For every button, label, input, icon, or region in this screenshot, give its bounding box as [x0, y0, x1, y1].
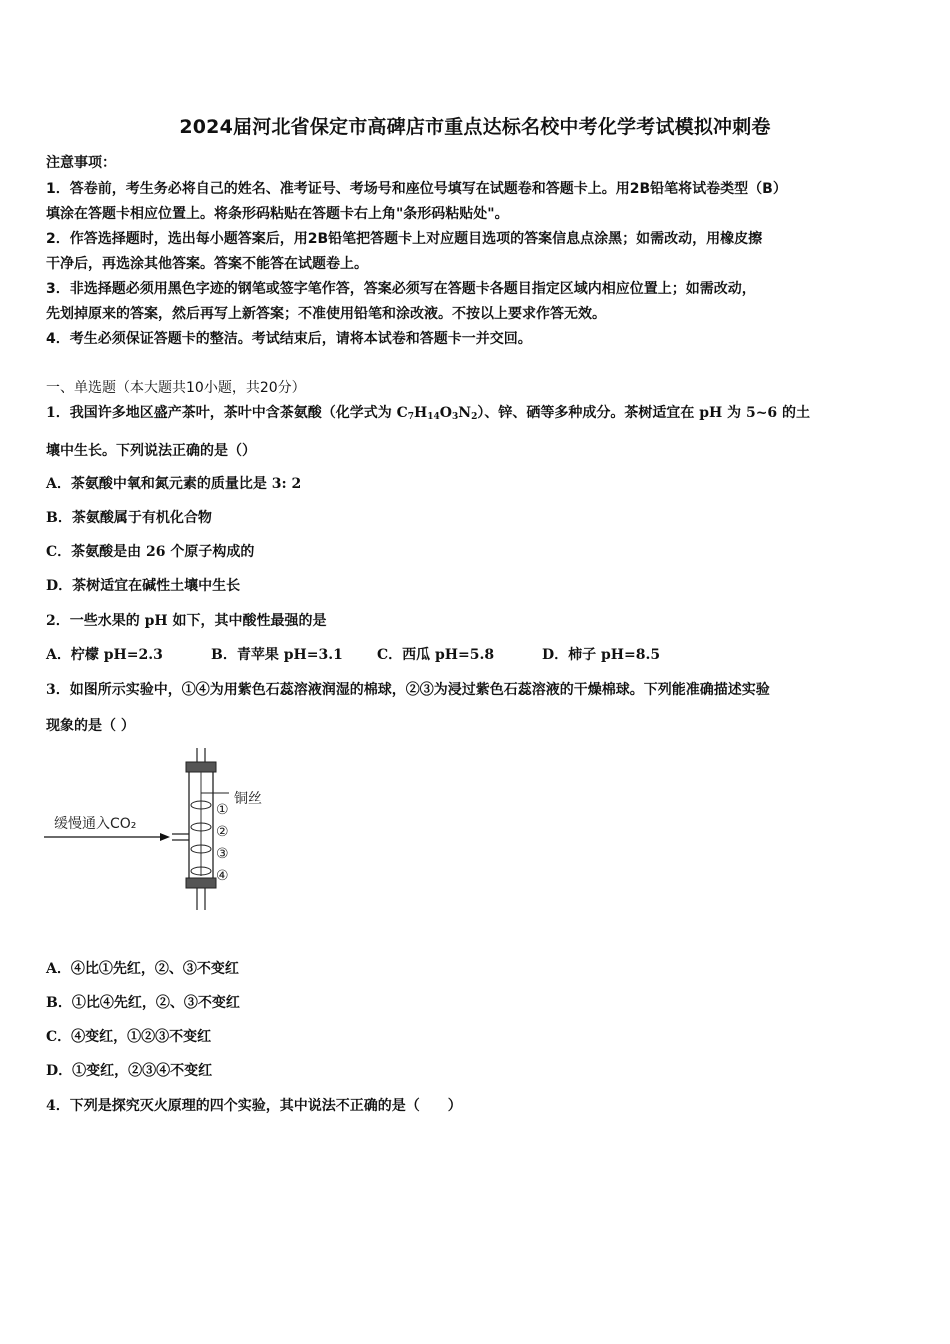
question-3-stem: 3．如图所示实验中，①④为用紫色石蕊溶液润湿的棉球，②③为浸过紫色石蕊溶液的干燥棉球。下列能准确描述实验	[46, 682, 770, 698]
notice-line: 1．答卷前，考生务必将自己的姓名、准考证号、考场号和座位号填写在试题卷和答题卡上。用2B铅笔将试卷类型（B）	[46, 181, 787, 197]
q2-option-b: B．青苹果 pH=3.1	[211, 647, 343, 663]
inlet-label: 缓慢通入CO₂	[54, 816, 137, 832]
section-heading: 一、单选题（本大题共10小题，共20分）	[46, 380, 306, 396]
q2-option-d: D．柿子 pH=8.5	[542, 647, 661, 663]
q2-option-c: C．西瓜 pH=5.8	[377, 647, 495, 663]
notice-line: 先划掉原来的答案，然后再写上新答案；不准使用铅笔和涂改液。不按以上要求作答无效。	[46, 306, 606, 322]
q2-option-a: A．柠檬 pH=2.3	[46, 647, 163, 663]
q1-option-b: B．茶氨酸属于有机化合物	[46, 510, 212, 526]
question-3-stem-cont: 现象的是（ ）	[46, 718, 135, 734]
page-title: 2024届河北省保定市高碑店市重点达标名校中考化学考试模拟冲刺卷	[179, 116, 771, 138]
wire-label: 铜丝	[234, 791, 262, 807]
formula-element: O	[439, 405, 452, 421]
formula-subscript: 3	[452, 412, 459, 422]
q2-options	[46, 644, 660, 664]
formula-subscript: 2	[471, 412, 478, 422]
marker-1: ①	[216, 802, 229, 818]
question-1-stem	[46, 402, 810, 422]
q1-option-a: A．茶氨酸中氧和氮元素的质量比是 3: 2	[46, 476, 302, 492]
q3-option-a: A．④比①先红，②、③不变红	[46, 961, 239, 977]
formula-subscript: 14	[427, 412, 440, 422]
q3-option-b: B．①比④先红，②、③不变红	[46, 995, 240, 1011]
notice-line: 填涂在答题卡相应位置上。将条形码粘贴在答题卡右上角"条形码粘贴处"。	[46, 206, 509, 222]
formula-element: N	[458, 405, 472, 421]
question-1-stem-cont: 壤中生长。下列说法正确的是（）	[46, 443, 256, 459]
question-4-stem: 4．下列是探究灭火原理的四个实验，其中说法不正确的是（ ）	[46, 1098, 462, 1114]
q1-option-d: D．茶树适宜在碱性土壤中生长	[46, 578, 241, 594]
notice-line: 4．考生必须保证答题卡的整洁。考试结束后，请将本试卷和答题卡一并交回。	[46, 331, 532, 347]
notice-heading: 注意事项：	[46, 155, 116, 171]
notice-line: 2．作答选择题时，选出每小题答案后，用2B铅笔把答题卡上对应题目选项的答案信息点涂黑；如需改动，用橡皮擦	[46, 231, 763, 247]
question-2-stem: 2．一些水果的 pH 如下，其中酸性最强的是	[46, 613, 327, 629]
q3-option-c: C．④变红，①②③不变红	[46, 1029, 212, 1045]
notice-line: 干净后，再选涂其他答案。答案不能答在试题卷上。	[46, 256, 368, 272]
formula-element: H	[414, 405, 428, 421]
q3-option-d: D．①变红，②③④不变红	[46, 1063, 213, 1079]
q1-option-c: C．茶氨酸是由 26 个原子构成的	[46, 544, 255, 560]
q1-text: 1．我国许多地区盛产茶叶，茶叶中含茶氨酸（化学式为 C	[46, 405, 408, 421]
notice-line: 3．非选择题必须用黑色字迹的钢笔或签字笔作答，答案必须写在答题卡各题目指定区域内相应位置上；如需改动，	[46, 281, 756, 297]
marker-4: ④	[216, 868, 229, 884]
marker-2: ②	[216, 824, 229, 840]
co2-experiment-figure	[44, 748, 284, 918]
marker-3: ③	[216, 846, 229, 862]
q1-text: ）、锌、硒等多种成分。茶树适宜在 pH 为 5~6 的土	[477, 405, 811, 421]
formula-subscript: 7	[407, 412, 415, 422]
